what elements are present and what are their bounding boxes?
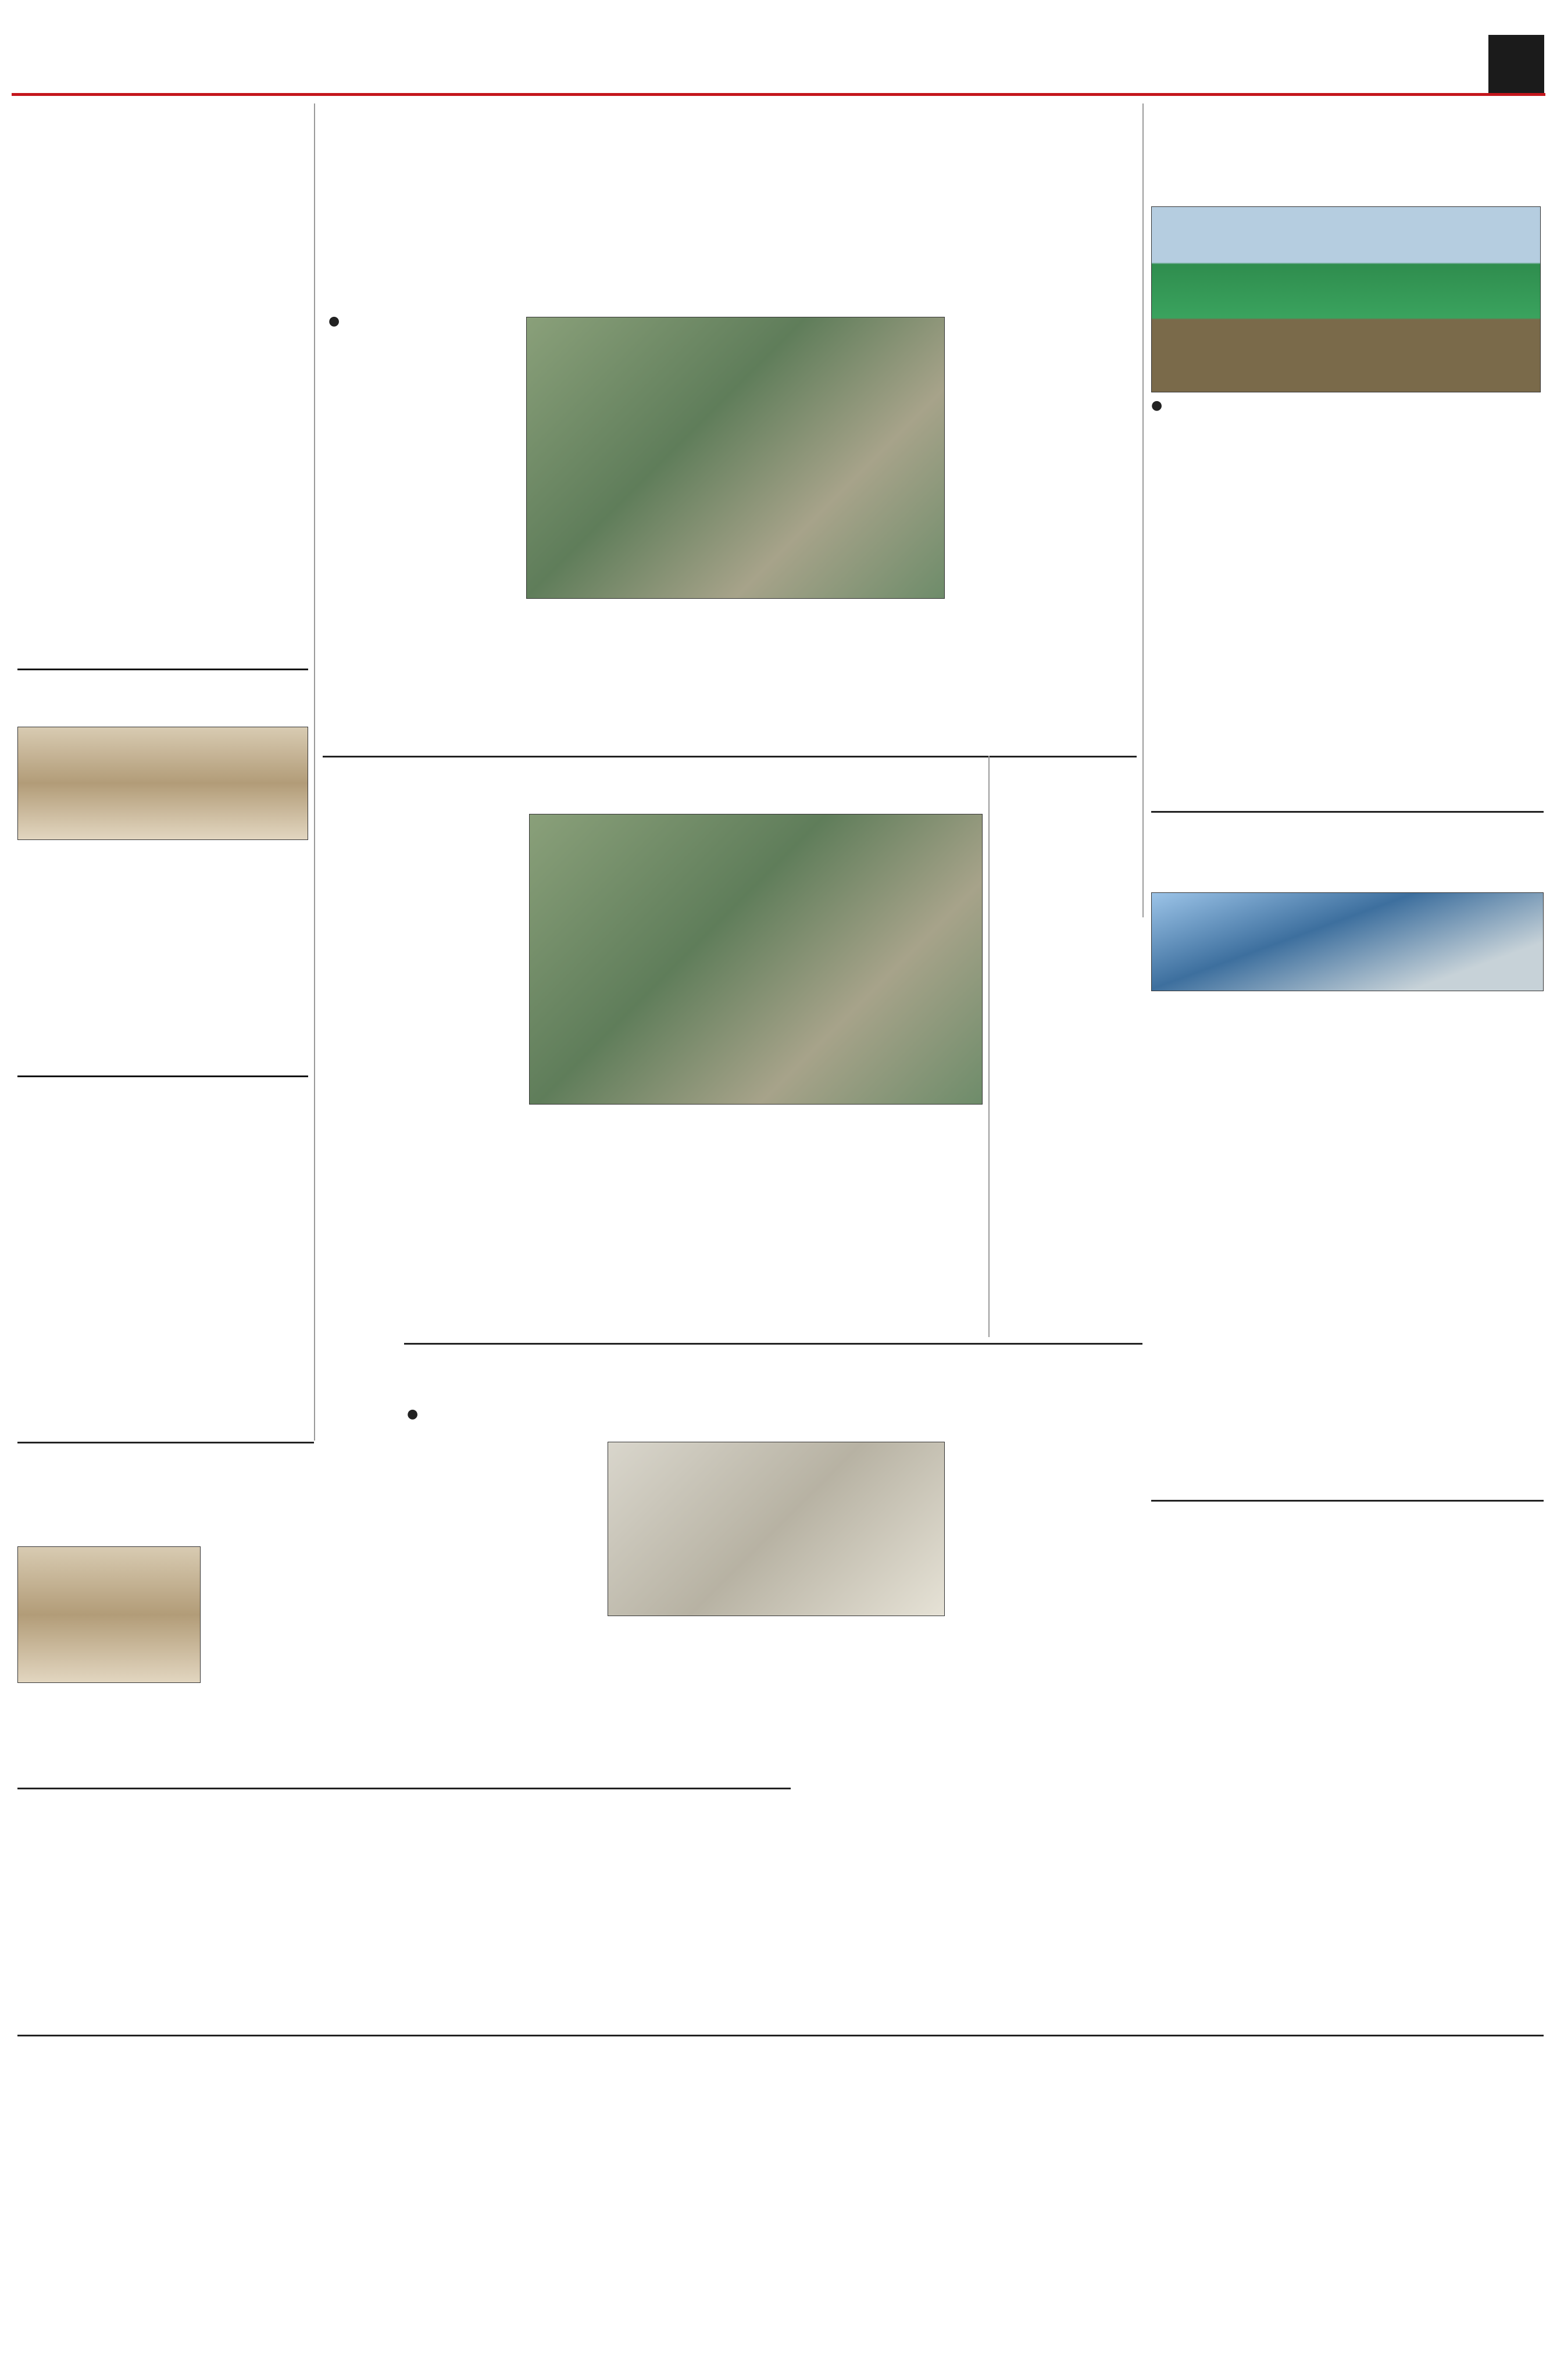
lead-photo-river (526, 317, 945, 599)
section-rule (17, 2035, 1544, 2036)
police-quote-author (954, 2000, 1140, 2016)
brief-3-title (17, 1075, 308, 1128)
lead-byline: ● (328, 314, 340, 328)
cattle-photo-truck (1151, 206, 1541, 392)
lead-subhead (954, 570, 1137, 596)
yuva-col-1 (1151, 997, 1340, 1497)
section-rule (404, 1343, 1142, 1345)
column-rule (1142, 103, 1144, 917)
police-photo-office (608, 1442, 945, 1616)
police-col-3 (954, 1442, 1140, 1767)
yuva-photo-press (1151, 892, 1544, 991)
pole-headline (1151, 1506, 1544, 1541)
brief-1-body (17, 195, 308, 669)
pole-col-2 (1349, 1546, 1544, 2032)
police-byline: ● (407, 1407, 419, 1421)
brief-2-body (17, 846, 308, 1073)
lead-col-3 (667, 605, 801, 753)
kanha-photo-event (529, 814, 983, 1105)
yuva-col-2 (1349, 997, 1544, 1497)
kanha-col-1 (323, 814, 520, 1337)
police-col-2b (779, 1622, 945, 2032)
column-rule (314, 103, 315, 1441)
adivasi-headline-1 (17, 1796, 791, 1854)
brief-3-body (17, 1131, 308, 1442)
cattle-col-2 (1346, 398, 1544, 799)
lead-col-2 (526, 605, 660, 753)
edition-date (1238, 52, 1483, 76)
section-rule (1151, 1500, 1544, 1502)
lead-headline-1 (323, 140, 1137, 215)
header-rule (12, 93, 1545, 96)
cattle-byline: ● (1151, 398, 1163, 413)
page-number (1488, 35, 1544, 93)
auto-body (995, 837, 1141, 1337)
adivasi-kicker (17, 1913, 791, 1942)
police-headline (404, 1352, 1142, 1401)
cattle-email[interactable] (1151, 417, 1337, 434)
police-quote-role (954, 2016, 1140, 2032)
police-quote (954, 1770, 1140, 2003)
lead-mobile (328, 334, 520, 352)
kanha-col-3 (756, 1110, 983, 1337)
pole-col-1 (1151, 1546, 1340, 2032)
police-kicker (610, 1407, 1140, 1433)
kanha-col-2 (529, 1110, 747, 1337)
kanha-headline (323, 762, 980, 808)
section-rule (1151, 811, 1544, 813)
brief-2-photo (17, 727, 308, 840)
auto-headline (995, 762, 1141, 834)
section-rule (323, 756, 1137, 757)
police-email[interactable] (407, 1427, 599, 1443)
section-title (628, 35, 1035, 87)
section-rule (17, 1442, 314, 1443)
cattle-col-1 (1151, 439, 1337, 799)
masthead-logo[interactable] (17, 23, 250, 76)
yuva-headline (1151, 817, 1544, 887)
section-rule (17, 1788, 791, 1789)
lead-col-4 (954, 317, 1137, 567)
column-rule (988, 756, 990, 1337)
lead-headline-2 (323, 218, 1137, 294)
abvp-headline (17, 1450, 390, 1535)
lead-col-4b (954, 599, 1137, 753)
abvp-photo-class (17, 1546, 201, 1683)
news-brief-label (17, 103, 308, 144)
lead-col-1 (328, 355, 520, 756)
police-col-1 (407, 1448, 599, 2032)
brief-2-title (17, 669, 308, 721)
cattle-headline (1151, 103, 1547, 202)
masthead-url[interactable] (233, 55, 442, 78)
adivasi-headline-2 (17, 1854, 791, 1913)
brief-1-title (17, 145, 308, 192)
lead-col-3b (808, 605, 945, 753)
lead-kicker (323, 103, 1137, 138)
